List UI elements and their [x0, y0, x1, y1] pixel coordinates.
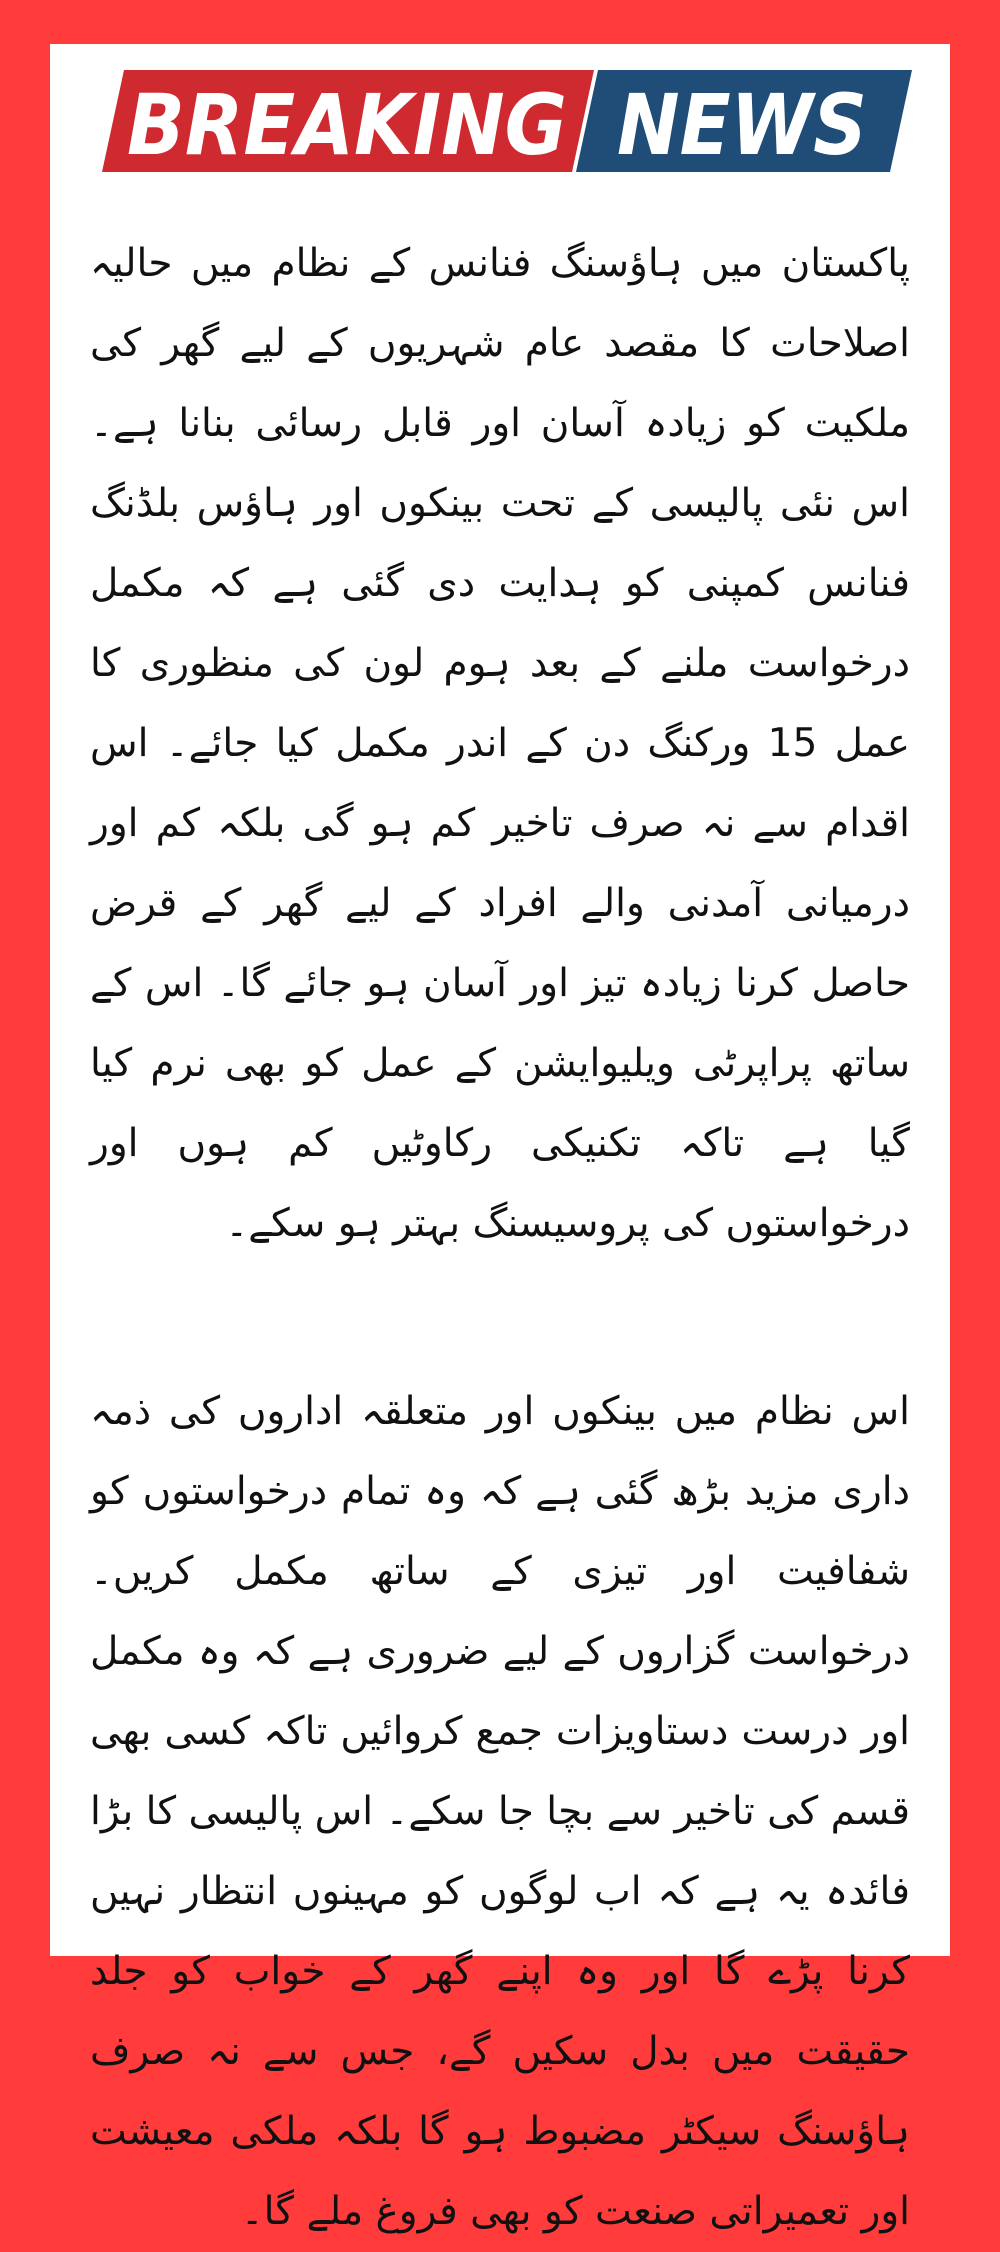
- banner-word-breaking: BREAKING: [127, 76, 567, 172]
- article-body: [90, 224, 910, 2252]
- article-page: [50, 44, 950, 2234]
- article-paragraph-1: پاکستان میں ہاؤسنگ فنانس کے نظام میں حالیہ اصلاحات کا مقصد عام شہریوں کے لیے گھر کی ملکیت کو زیادہ آسان اور قابل رسائی بنانا ہے۔ اس نئی پالیسی کے تحت بینکوں اور ہاؤس بلڈنگ فنانس کمپنی کو ہدایت دی گئی ہے کہ مکمل درخواست ملنے کے بعد ہوم لون کی منظوری کا عمل 15 ورکنگ دن کے اندر مکمل کیا جائے۔ اس اقدام سے نہ صرف تاخیر کم ہو گی بلکہ کم اور درمیانی آمدنی والے افراد کے لیے گھر کے قرض حاصل کرنا زیادہ تیز اور آسان ہو جائے گا۔ اس کے ساتھ پراپرٹی ویلیوایشن کے عمل کو بھی نرم کیا گیا ہے تاکہ تکنیکی رکاوٹیں کم ہوں اور درخواستوں کی پروسیسنگ بہتر ہو سکے۔: [90, 241, 910, 1246]
- breaking-news-banner: [102, 70, 912, 172]
- article-paragraph-2: اس نظام میں بینکوں اور متعلقہ اداروں کی ذمہ داری مزید بڑھ گئی ہے کہ وہ تمام درخواستوں کو شفافیت اور تیزی کے ساتھ مکمل کریں۔ درخواست گزاروں کے لیے ضروری ہے کہ وہ مکمل اور درست دستاویزات جمع کروائیں تاکہ کسی بھی قسم کی تاخیر سے بچا جا سکے۔ اس پالیسی کا بڑا فائدہ یہ ہے کہ اب لوگوں کو مہینوں انتظار نہیں کرنا پڑے گا اور وہ اپنے گھر کے خواب کو جلد حقیقت میں بدل سکیں گے، جس سے نہ صرف ہاؤسنگ سیکٹر مضبوط ہو گا بلکہ ملکی معیشت اور تعمیراتی صنعت کو بھی فروغ ملے گا۔: [90, 1389, 910, 2234]
- banner-word-news: NEWS: [617, 76, 867, 172]
